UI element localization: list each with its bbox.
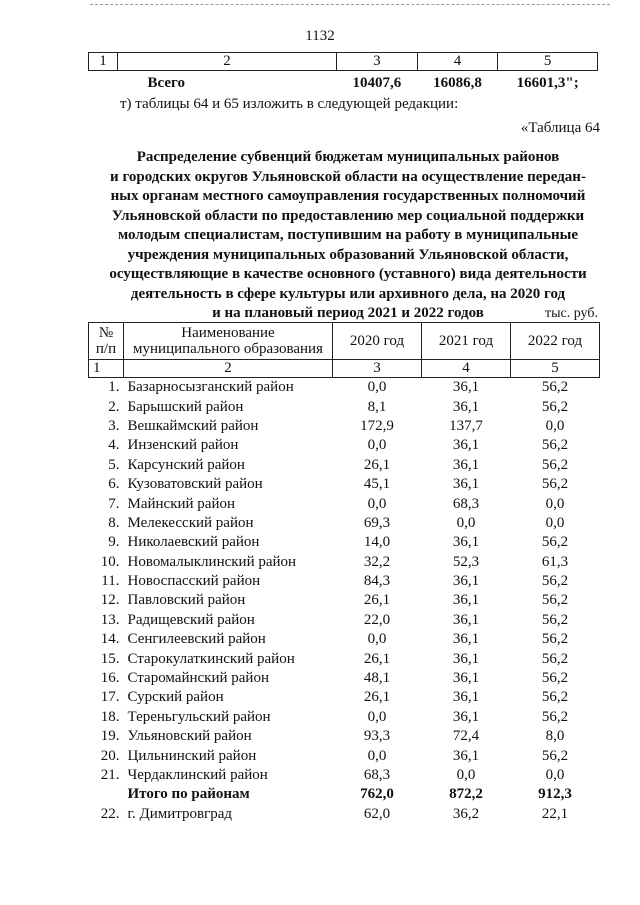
title-line: молодым специалистам, поступившим на работу в муниципальные xyxy=(117,227,579,243)
value-2020: 22,0 xyxy=(363,611,391,628)
municipality-name: Кузоватовский район xyxy=(127,476,263,493)
header-number: № п/п xyxy=(89,323,124,360)
row-number: 10. xyxy=(100,553,120,570)
table-row xyxy=(89,727,600,746)
table-body xyxy=(89,378,600,824)
municipality-name: Новоспасский район xyxy=(127,573,261,590)
table-row xyxy=(89,611,600,630)
row-number: 3. xyxy=(108,417,120,434)
subvention-table xyxy=(88,322,600,824)
value-2021: 36,1 xyxy=(452,379,480,396)
value-2022: 56,2 xyxy=(541,611,569,628)
value-2021: 36,1 xyxy=(452,747,480,764)
col-number: 1 xyxy=(89,53,118,71)
value-2021: 36,2 xyxy=(452,805,480,822)
value-2021: 872,2 xyxy=(449,786,483,803)
row-number xyxy=(89,785,124,804)
value-2022: 56,2 xyxy=(541,747,569,764)
municipality-name: Мелекесский район xyxy=(127,514,254,531)
row-number: 1. xyxy=(108,379,120,396)
row-number: 5. xyxy=(108,456,120,473)
value-2020: 0,0 xyxy=(367,747,387,764)
value-2022: 56,2 xyxy=(541,670,569,687)
table-row xyxy=(89,708,600,727)
value-2021: 137,7 xyxy=(449,417,483,434)
value-2020: 0,0 xyxy=(367,631,387,648)
value-2020: 0,0 xyxy=(367,495,387,512)
table-column-numbers-row xyxy=(89,360,600,378)
value-2020: 172,9 xyxy=(360,417,394,434)
row-number: 16. xyxy=(100,670,120,687)
title-line: и на плановый период 2021 и 2022 годов xyxy=(212,305,484,321)
title-line: и городских округов Ульяновской области на осуществление передан- xyxy=(110,168,586,185)
table-row xyxy=(89,533,600,552)
title-line: Распределение субвенций бюджетам муниципальных районов xyxy=(136,149,560,165)
table-row xyxy=(89,669,600,688)
row-number: 12. xyxy=(100,592,120,609)
municipality-name: Майнский район xyxy=(127,495,236,512)
page-number: 1132 xyxy=(305,28,335,44)
value-2022: 56,2 xyxy=(541,592,569,609)
municipality-name: Радищевский район xyxy=(127,611,255,628)
table-row xyxy=(89,746,600,765)
table-row xyxy=(89,649,600,668)
col-number: 2 xyxy=(118,53,337,71)
value-2020: 48,1 xyxy=(363,670,391,687)
col-number: 5 xyxy=(511,360,600,378)
value-2021: 36,1 xyxy=(452,534,480,551)
value-2021: 36,1 xyxy=(452,573,480,590)
value-2020: 14,0 xyxy=(363,534,391,551)
municipality-name: Павловский район xyxy=(127,592,246,609)
municipality-name: Сурский район xyxy=(127,689,224,706)
row-number: 11. xyxy=(101,573,120,590)
header-2022: 2022 год xyxy=(511,323,600,360)
municipality-name: Цильнинский район xyxy=(127,747,257,764)
value-2021: 36,1 xyxy=(452,670,480,687)
value-2022: 56,2 xyxy=(541,379,569,396)
value-2020: 32,2 xyxy=(363,553,391,570)
value-2021: 68,3 xyxy=(452,495,480,512)
municipality-name: Старокулаткинский район xyxy=(127,650,295,667)
value-2020: 45,1 xyxy=(363,476,391,493)
table-row xyxy=(89,572,600,591)
value-2020: 84,3 xyxy=(363,573,391,590)
municipality-name: г. Димитровград xyxy=(127,805,233,822)
row-number: 19. xyxy=(100,728,120,745)
table-total-row xyxy=(89,785,600,804)
value-2021: 36,1 xyxy=(452,708,480,725)
scan-edge-marks xyxy=(90,4,610,11)
municipality-name: Ульяновский район xyxy=(127,728,252,745)
municipality-name: Сенгилеевский район xyxy=(127,631,266,648)
municipality-name: Барышский район xyxy=(127,398,244,415)
table-row xyxy=(89,494,600,513)
row-number: 21. xyxy=(100,767,120,783)
row-number: 18. xyxy=(100,708,120,725)
value-2020: 26,1 xyxy=(363,689,391,706)
col-number: 4 xyxy=(422,360,511,378)
value-2022: 61,3 xyxy=(541,553,569,570)
row-number: 13. xyxy=(100,611,120,628)
value-2020: 69,3 xyxy=(363,514,391,531)
table-reference: «Таблица 64 xyxy=(520,120,600,136)
value-2021: 0,0 xyxy=(456,767,476,783)
total-label: Всего xyxy=(147,75,185,91)
header-2021: 2021 год xyxy=(422,323,511,360)
row-number: 14. xyxy=(100,631,120,648)
value-2021: 36,1 xyxy=(452,631,480,648)
table-header-row xyxy=(89,323,600,360)
total-value-2022: 16601,3"; xyxy=(516,75,579,91)
value-2020: 0,0 xyxy=(367,379,387,396)
municipality-name: Инзенский район xyxy=(127,437,239,454)
value-2021: 36,1 xyxy=(452,437,480,454)
value-2020: 762,0 xyxy=(360,786,394,803)
value-2020: 26,1 xyxy=(363,456,391,473)
title-line: Ульяновской области по предоставлению мер социальной поддержки xyxy=(111,207,585,224)
value-2022: 56,2 xyxy=(541,456,569,473)
header-2020: 2020 год xyxy=(333,323,422,360)
value-2020: 68,3 xyxy=(363,767,391,783)
row-number: 6. xyxy=(108,476,120,493)
value-2022: 0,0 xyxy=(545,495,565,512)
value-2021: 36,1 xyxy=(452,398,480,415)
title-line: ных органам местного самоуправления государственных полномочий xyxy=(110,188,586,204)
amendment-note: т) таблицы 64 и 65 изложить в следующей редакции: xyxy=(120,96,459,112)
value-2021: 36,1 xyxy=(452,650,480,667)
municipality-name: Новомалыклинский район xyxy=(127,553,297,570)
value-2022: 8,0 xyxy=(545,728,565,745)
municipality-name: Тереньгульский район xyxy=(127,708,271,725)
table-row xyxy=(89,436,600,455)
table-row xyxy=(89,514,600,533)
table-row xyxy=(89,378,600,398)
previous-table-total-row xyxy=(89,71,598,93)
total-label: Итого по районам xyxy=(127,786,250,803)
total-value-2020: 10407,6 xyxy=(352,75,402,91)
table-row xyxy=(89,591,600,610)
value-2022: 56,2 xyxy=(541,708,569,725)
col-number: 2 xyxy=(124,360,333,378)
value-2020: 0,0 xyxy=(367,437,387,454)
value-2021: 0,0 xyxy=(456,514,476,531)
previous-table-column-numbers xyxy=(89,53,598,71)
table-row xyxy=(89,630,600,649)
row-number: 17. xyxy=(100,689,120,706)
row-number: 7. xyxy=(108,495,120,512)
value-2021: 36,1 xyxy=(452,476,480,493)
table-row xyxy=(89,805,600,824)
total-value-2021: 16086,8 xyxy=(433,75,482,91)
value-2022: 56,2 xyxy=(541,573,569,590)
value-2020: 8,1 xyxy=(367,398,387,415)
value-2021: 36,1 xyxy=(452,456,480,473)
municipality-name: Вешкаймский район xyxy=(127,417,259,434)
value-2021: 72,4 xyxy=(452,728,480,745)
value-2022: 56,2 xyxy=(541,631,569,648)
value-2022: 56,2 xyxy=(541,476,569,493)
previous-table-end xyxy=(88,52,598,92)
col-number: 1 xyxy=(89,360,124,378)
value-2020: 62,0 xyxy=(363,805,391,822)
value-2022: 56,2 xyxy=(541,437,569,454)
municipality-name: Карсунский район xyxy=(127,456,245,473)
value-2020: 26,1 xyxy=(363,650,391,667)
header-name: Наименование муниципального образования xyxy=(124,323,333,360)
table-row xyxy=(89,766,600,785)
col-number: 4 xyxy=(417,53,498,71)
row-number: 20. xyxy=(100,747,120,764)
row-number: 8. xyxy=(108,514,120,531)
value-2021: 36,1 xyxy=(452,611,480,628)
value-2021: 52,3 xyxy=(452,553,480,570)
value-2022: 0,0 xyxy=(545,767,565,783)
col-number: 5 xyxy=(498,53,598,71)
col-number: 3 xyxy=(333,360,422,378)
value-2022: 56,2 xyxy=(541,534,569,551)
value-2022: 56,2 xyxy=(541,650,569,667)
table-row xyxy=(89,688,600,707)
value-2020: 0,0 xyxy=(367,708,387,725)
row-number: 9. xyxy=(108,534,120,551)
empty-cell xyxy=(89,71,118,93)
title-line: осуществляющие в качестве основного (уставного) вида деятельности xyxy=(109,266,587,282)
value-2022: 22,1 xyxy=(541,805,569,822)
value-2022: 56,2 xyxy=(541,398,569,415)
row-number: 22. xyxy=(100,805,120,822)
table-title xyxy=(92,148,604,324)
title-line: деятельность в сфере культуры или архивного дела, на 2020 год xyxy=(130,285,566,302)
municipality-name: Николаевский район xyxy=(127,534,260,551)
table-row xyxy=(89,417,600,436)
row-number: 2. xyxy=(108,398,120,415)
value-2022: 0,0 xyxy=(545,417,565,434)
unit-label: тыс. руб. xyxy=(545,306,598,321)
row-number: 4. xyxy=(108,437,120,454)
value-2022: 912,3 xyxy=(538,786,572,803)
value-2020: 26,1 xyxy=(363,592,391,609)
value-2020: 93,3 xyxy=(363,728,391,745)
table-row xyxy=(89,456,600,475)
municipality-name: Старомайнский район xyxy=(127,670,269,687)
title-line: учреждения муниципальных образований Ульяновской области, xyxy=(127,246,569,263)
value-2021: 36,1 xyxy=(452,592,480,609)
value-2021: 36,1 xyxy=(452,689,480,706)
row-number: 15. xyxy=(100,650,120,667)
municipality-name: Базарносызганский район xyxy=(127,379,294,396)
municipality-name: Чердаклинский район xyxy=(127,767,268,783)
value-2022: 0,0 xyxy=(545,514,565,531)
table-row xyxy=(89,397,600,416)
col-number: 3 xyxy=(337,53,418,71)
table-row xyxy=(89,553,600,572)
value-2022: 56,2 xyxy=(541,689,569,706)
table-row xyxy=(89,475,600,494)
